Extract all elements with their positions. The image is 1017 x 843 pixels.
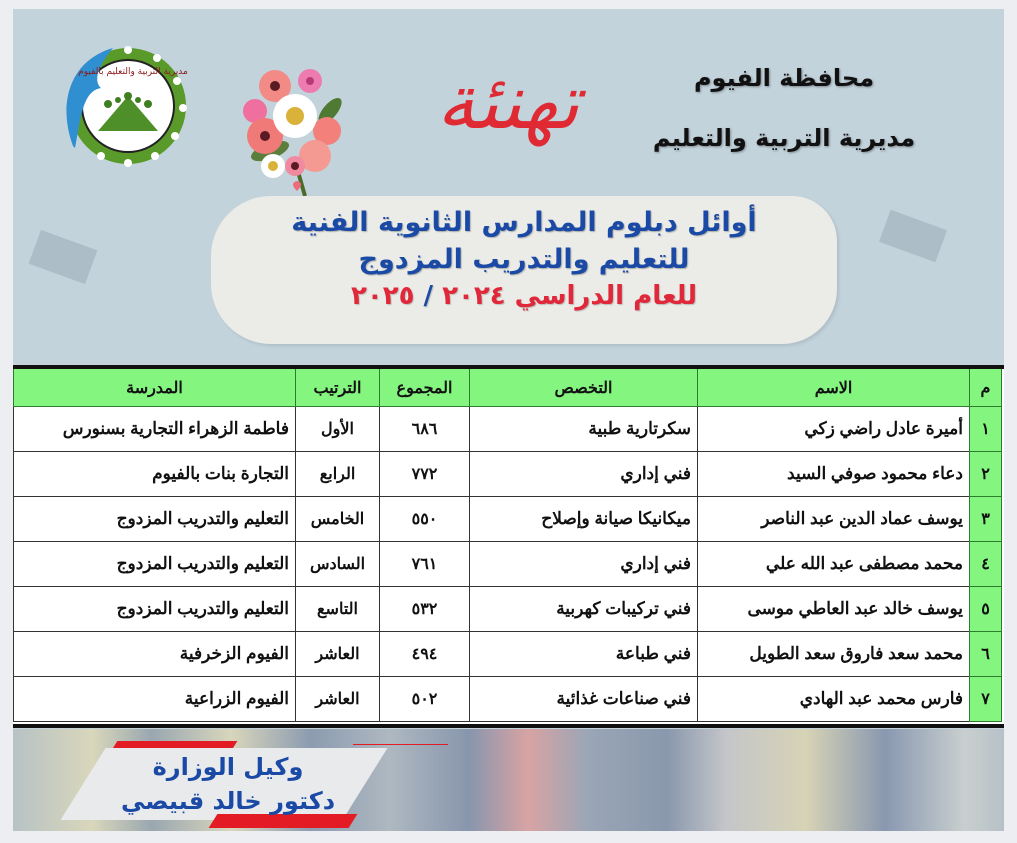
student-rank: العاشر	[296, 677, 380, 722]
top-students-table	[13, 365, 1004, 728]
student-school: الفيوم الزراعية	[14, 677, 296, 722]
student-name: يوسف عماد الدين عبد الناصر	[698, 497, 970, 542]
column-header-specialty: التخصص	[470, 369, 698, 407]
signature-block	[53, 736, 363, 831]
column-header-name: الاسم	[698, 369, 970, 407]
svg-text:مديرية التربية والتعليم بالفيو: مديرية التربية والتعليم بالفيوم	[78, 67, 188, 77]
student-rank: الأول	[296, 407, 380, 452]
row-number: ٥	[970, 587, 1002, 632]
table-row	[14, 542, 1002, 587]
year-end: ٢٠٢٥	[350, 281, 415, 311]
title-line-1: أوائل دبلوم المدارس الثانوية الفنية	[291, 207, 757, 238]
graduation-cap-decoration	[879, 210, 947, 262]
student-specialty: ميكانيكا صيانة وإصلاح	[470, 497, 698, 542]
row-number: ٢	[970, 452, 1002, 497]
student-name: محمد سعد فاروق سعد الطويل	[698, 632, 970, 677]
student-rank: التاسع	[296, 587, 380, 632]
table-row	[14, 452, 1002, 497]
student-name: دعاء محمود صوفي السيد	[698, 452, 970, 497]
student-specialty: فني صناعات غذائية	[470, 677, 698, 722]
student-name: يوسف خالد عبد العاطي موسى	[698, 587, 970, 632]
row-number: ٧	[970, 677, 1002, 722]
student-total: ٥٠٢	[380, 677, 470, 722]
directorate-logo	[53, 36, 193, 176]
graduation-cap-decoration	[29, 230, 98, 284]
column-header-m: م	[970, 369, 1002, 407]
student-specialty: فني إداري	[470, 542, 698, 587]
greeting-title: تهنئة	[436, 57, 580, 146]
signature-text	[93, 750, 363, 818]
student-specialty: فني تركيبات كهربية	[470, 587, 698, 632]
column-header-rank: الترتيب	[296, 369, 380, 407]
issuer-header	[634, 59, 934, 179]
column-header-school: المدرسة	[14, 369, 296, 407]
table-row	[14, 407, 1002, 452]
table-row	[14, 497, 1002, 542]
student-total: ٤٩٤	[380, 632, 470, 677]
table-row	[14, 587, 1002, 632]
congratulations-poster	[13, 9, 1004, 831]
student-school: التجارة بنات بالفيوم	[14, 452, 296, 497]
student-specialty: فني إداري	[470, 452, 698, 497]
year-separator: /	[423, 281, 434, 311]
student-school: التعليم والتدريب المزدوج	[14, 542, 296, 587]
table-row	[14, 632, 1002, 677]
student-school: الفيوم الزخرفية	[14, 632, 296, 677]
flower-bouquet-image	[235, 51, 355, 201]
student-name: أميرة عادل راضي زكي	[698, 407, 970, 452]
student-total: ٦٨٦	[380, 407, 470, 452]
academic-year-label: للعام الدراسي	[514, 281, 698, 311]
student-specialty: فني طباعة	[470, 632, 698, 677]
student-rank: السادس	[296, 542, 380, 587]
red-accent-line	[353, 744, 448, 745]
row-number: ٣	[970, 497, 1002, 542]
row-number: ٦	[970, 632, 1002, 677]
academic-year-line	[211, 278, 837, 315]
student-rank: العاشر	[296, 632, 380, 677]
directorate-name: مديرية التربية والتعليم	[652, 124, 916, 152]
governorate-name: محافظة الفيوم	[693, 64, 875, 92]
student-total: ٥٥٠	[380, 497, 470, 542]
student-total: ٧٦١	[380, 542, 470, 587]
signatory-name: دكتور خالد قبيصي	[120, 787, 336, 815]
student-school: فاطمة الزهراء التجارية بسنورس	[14, 407, 296, 452]
table-row	[14, 677, 1002, 722]
student-total: ٧٧٢	[380, 452, 470, 497]
student-school: التعليم والتدريب المزدوج	[14, 497, 296, 542]
signatory-title: وكيل الوزارة	[152, 753, 304, 781]
student-rank: الخامس	[296, 497, 380, 542]
student-specialty: سكرتارية طبية	[470, 407, 698, 452]
row-number: ٤	[970, 542, 1002, 587]
table-header-row	[14, 369, 1002, 407]
student-name: محمد مصطفى عبد الله علي	[698, 542, 970, 587]
student-name: فارس محمد عبد الهادي	[698, 677, 970, 722]
year-start: ٢٠٢٤	[442, 281, 506, 311]
announcement-title-box	[211, 196, 837, 344]
student-rank: الرابع	[296, 452, 380, 497]
column-header-total: المجموع	[380, 369, 470, 407]
title-line-2: للتعليم والتدريب المزدوج	[358, 244, 690, 275]
student-total: ٥٣٢	[380, 587, 470, 632]
row-number: ١	[970, 407, 1002, 452]
student-school: التعليم والتدريب المزدوج	[14, 587, 296, 632]
